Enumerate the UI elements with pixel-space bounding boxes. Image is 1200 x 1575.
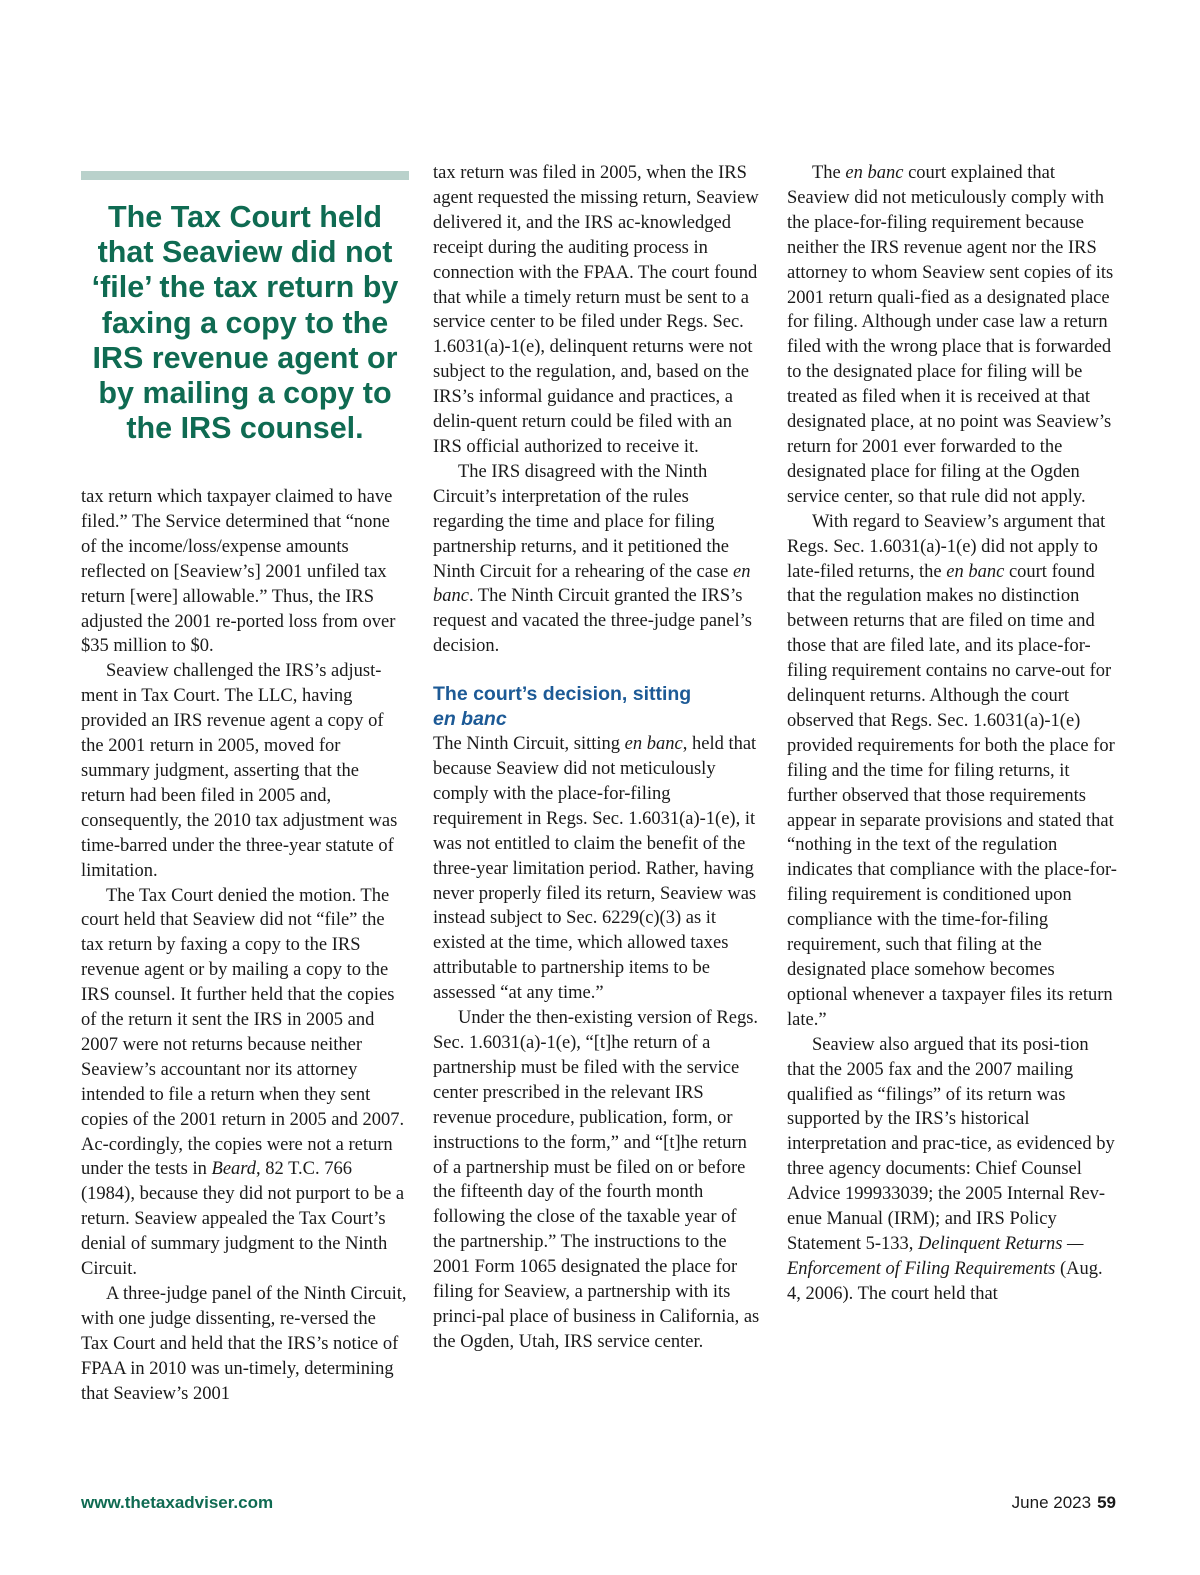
italic-term: en banc (624, 734, 683, 755)
paragraph (81, 884, 407, 1283)
column-2 (433, 161, 763, 1355)
text-run: The (812, 163, 846, 183)
case-name: Beard (211, 1159, 257, 1180)
text-run: court explained that Seaview did not meticulously comply with the place-for-filing requirement because neither the IRS revenue agent nor the IRS attorney to whom Seaview sent copies of its 2001 return quali-fied as a designated place for filing. Although under case law a return filed with the wrong place that is forwarded to the designated place for filing will be treated as filed when it is received at that designated place, at no point was Seaview’s return for 2001 ever forwarded to the designated place for filing at the Ogden service center, so that rule did not apply. (787, 163, 1114, 507)
heading-italic: en banc (433, 708, 507, 731)
paragraph: tax return was filed in 2005, when the IRS agent requested the missing return, Seaview delivered it, and the IRS ac-knowledged receipt during the auditing process in connection with the FPAA. The court found that while a timely return must be sent to a service center to be filed under Regs. Sec. 1.6031(a)-1(e), delinquent returns were not subject to the regulation, and, based on the IRS’s informal guidance and practices, a delin-quent return could be filed with an IRS official authorized to receive it. (433, 163, 759, 457)
page-number: 59 (1097, 1493, 1116, 1512)
italic-term: en banc (845, 163, 904, 183)
issue-date: June 2023 (1011, 1493, 1092, 1512)
paragraph: tax return which taxpayer claimed to have filed.” The Service determined that “none of the income/loss/expense amounts reflected on [Seaview’s] 2001 unfiled tax return [were] allowable.” Thus, the IRS adjusted the 2001 re-ported loss from over $35 million to $0. (81, 487, 396, 657)
pull-quote: The Tax Court held that Seaview did not ‘file’ the tax return by faxing a copy to the IRS revenue agent or by mailing a copy to the IRS counsel. (91, 200, 399, 446)
pull-quote-bar (81, 171, 409, 180)
heading-text: The court’s decision, sitting (433, 683, 692, 706)
text-run: The IRS disagreed with the Ninth Circuit’s interpretation of the rules regarding the time and place for filing partnership returns, and it petitioned the Ninth Circuit for a rehearing of the case (433, 461, 733, 582)
italic-term: en banc (433, 561, 751, 607)
text-run: , 82 T.C. 766 (1984), because they did not purport to be a return. Seaview appealed the Tax Court’s denial of summary judgment to the Ninth Circuit. (81, 1159, 405, 1280)
text-run: The Ninth Circuit, sitting (433, 734, 625, 755)
text-run: court found that the regulation makes no distinction between returns that are filed on time and those that are filed late, and its place-for-filing requirement contains no carve-out for delinquent returns. Although the court observed that Regs. Sec. 1.6031(a)-1(e) provided requirements for both the place for filing and the time for filing returns, it further observed that those requirements appear in separate provisions and stated that “nothing in the text of the regulation indicates that compliance with the place-for-filing requirement is conditioned upon compliance with the time-for-filing requirement, such that filing at the designated place somehow becomes optional whenever a taxpayer files its return late.” (787, 561, 1117, 1030)
column-3 (787, 161, 1117, 1307)
paragraph (787, 1033, 1117, 1307)
text-run: With regard to Seaview’s argument that Regs. Sec. 1.6031(a)-1(e) did not apply to late-filed returns, the (787, 511, 1106, 582)
document-title: Delinquent Returns — Enforcement of Filing Requirements (787, 1233, 1084, 1279)
paragraph (433, 732, 763, 1006)
text-run: The Tax Court denied the motion. The court held that Seaview did not “file” the tax return by faxing a copy to the IRS revenue agent or by mailing a copy to the IRS counsel. It further held that the copies of the return it sent the IRS in 2005 and 2007 were not returns because neither Seaview’s accountant nor its attorney intended to file a return when they sent copies of the 2001 return in 2005 and 2007. Ac-cordingly, the copies were not a return under the tests in (81, 885, 405, 1180)
footer-issue (1012, 1493, 1116, 1513)
section-heading (433, 682, 763, 732)
paragraph (433, 460, 763, 659)
column-1 (81, 485, 407, 1407)
paragraph (787, 510, 1117, 1033)
italic-term: en banc (946, 561, 1005, 582)
text-run: (Aug. 4, 2006). The court held that (787, 1258, 1103, 1304)
paragraph: A three-judge panel of the Ninth Circuit, with one judge dissenting, re-versed the Tax Court and held that the IRS’s notice of FPAA in 2010 was un-timely, determining that Seaview’s 2001 (81, 1284, 407, 1404)
text-run: , held that because Seaview did not meticulously comply with the place-for-filing requirement in Regs. Sec. 1.6031(a)-1(e), it was not entitled to claim the benefit of the three-year limitation period. Rather, having never properly filed its return, Seaview was instead subject to Sec. 6229(c)(3) as it existed at the time, which allowed taxes attributable to partnership items to be assessed “at any time.” (433, 734, 757, 1004)
paragraph (787, 161, 1117, 510)
paragraph: Under the then-existing version of Regs. Sec. 1.6031(a)-1(e), “[t]he return of a partnership must be filed with the service center prescribed in the relevant IRS revenue procedure, publication, form, or instructions to the form,” and “[t]he return of a partnership must be filed on or before the fifteenth day of the fourth month following the close of the taxable year of the partnership.” The instructions to the 2001 Form 1065 designated the place for filing for Seaview, a partnership with its princi-pal place of business in California, as the Ogden, Utah, IRS service center. (433, 1008, 760, 1352)
website-link[interactable]: www.thetaxadviser.com (81, 1493, 274, 1512)
text-run: Seaview also argued that its posi-tion that the 2005 fax and the 2007 mailing qualified as “filings” of its return was supported by the IRS’s historical interpretation and prac-tice, as evidenced by three agency documents: Chief Counsel Advice 199933039; the 2005 Internal Rev-enue Manual (IRM); and IRS Policy Statement 5-133, (787, 1034, 1115, 1254)
text-run: . The Ninth Circuit granted the IRS’s request and vacated the three-judge panel’s decision. (433, 586, 752, 657)
paragraph: Seaview challenged the IRS’s adjust-ment in Tax Court. The LLC, having provided an IRS revenue agent a copy of the 2001 return in 2005, moved for summary judgment, asserting that the return had been filed in 2005 and, consequently, the 2010 tax adjustment was time-barred under the three-year statute of limitation. (81, 661, 398, 881)
